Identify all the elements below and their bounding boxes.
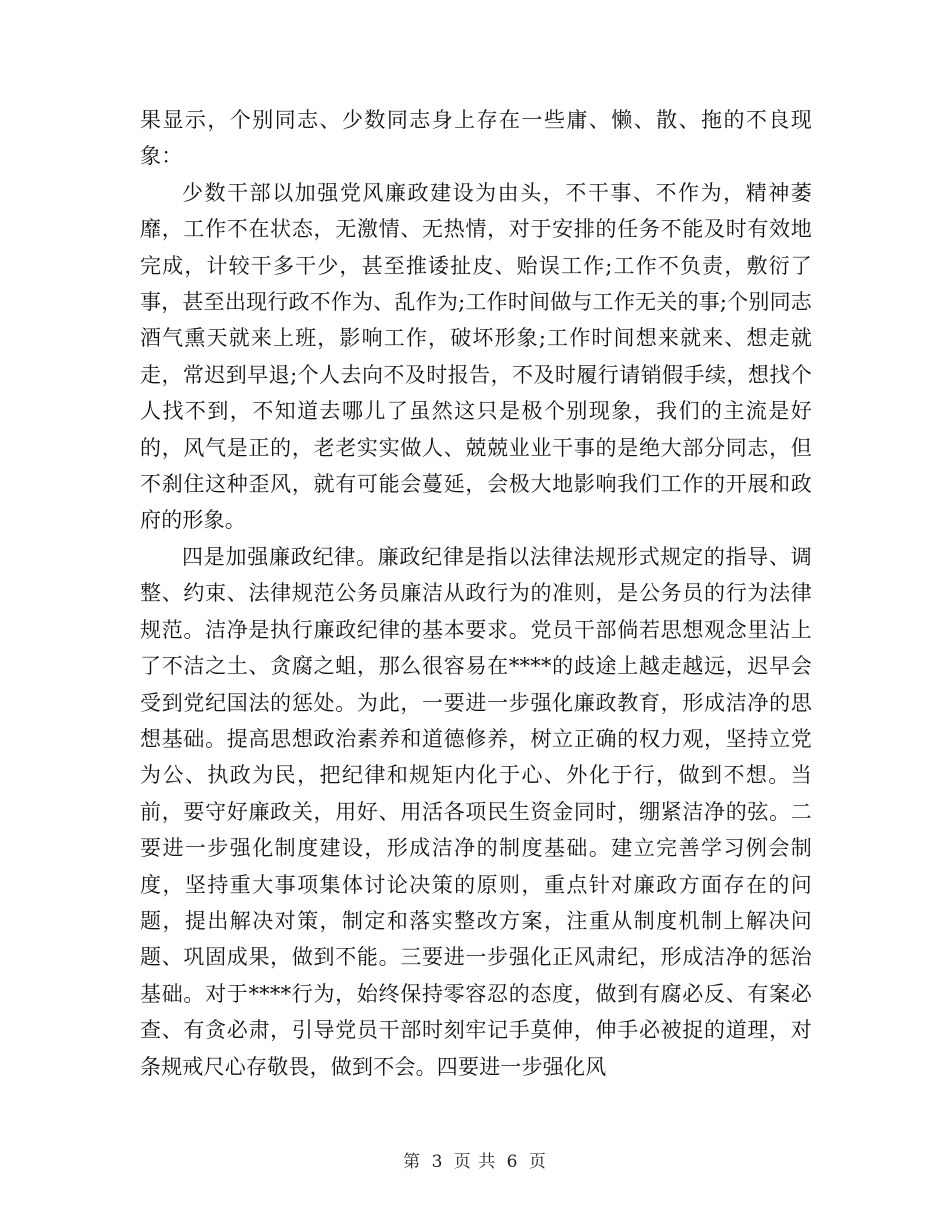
paragraph-1: 果显示，个别同志、少数同志身上存在一些庸、懒、散、拖的不良现象：: [140, 108, 812, 169]
footer-total-pages: 6: [506, 1152, 519, 1172]
paragraph-3: 四是加强廉政纪律。廉政纪律是指以法律法规形式规定的指导、调整、约束、法律规范公务员廉洁从政行为的准则，是公务员的行为法律规范。洁净是执行廉政纪律的基本要求。党员干部倘若思想观念里沾上了不洁之土、贪腐之蛆，那么很容易在****的歧途上越走越远，迟早会受到党纪国法的惩处。为此，一要进一步强化廉政教育，形成洁净的思想基础。提高思想政治素养和道德修养，树立正确的权力观，坚持立党为公、执政为民，把纪律和规矩内化于心、外化于行，做到不想。当前，要守好廉政关，用好、用活各项民生资金同时，绷紧洁净的弦。二要进一步强化制度建设，形成洁净的制度基础。建立完善学习例会制度，坚持重大事项集体讨论决策的原则，重点针对廉政方面存在的问题，提出解决对策，制定和落实整改方案，注重从制度机制上解决问题、巩固成果，做到不能。三要进一步强化正风肃纪，形成洁净的惩治基础。对于****行为，始终保持零容忍的态度，做到有腐必反、有案必查、有贪必肃，引导党员干部时刻牢记手莫伸，伸手必被捉的道理，对条规戒尺心存敬畏，做到不会。四要进一步强化风: [140, 544, 812, 1079]
footer-prefix: 第: [403, 1152, 422, 1172]
footer-middle: 页 共: [453, 1152, 497, 1172]
footer-suffix: 页: [528, 1152, 547, 1172]
page-footer: [0, 1152, 950, 1172]
document-body: [140, 102, 812, 1085]
paragraph-2: 少数干部以加强党风廉政建设为由头，不干事、不作为，精神萎靡，工作不在状态，无激情、无热情，对于安排的任务不能及时有效地完成，计较干多干少，甚至推诿扯皮、贻误工作;工作不负责，敷衍了事，甚至出现行政不作为、乱作为;工作时间做与工作无关的事;个别同志酒气熏天就来上班，影响工作，破坏形象;工作时间想来就来、想走就走，常迟到早退;个人去向不及时报告，不及时履行请销假手续，想找个人找不到，不知道去哪儿了虽然这只是极个别现象，我们的主流是好的，风气是正的，老老实实做人、兢兢业业干事的是绝大部分同志，但不刹住这种歪风，就有可能会蔓延，会极大地影响我们工作的开展和政府的形象。: [140, 180, 812, 533]
footer-page-number: 3: [431, 1152, 444, 1172]
